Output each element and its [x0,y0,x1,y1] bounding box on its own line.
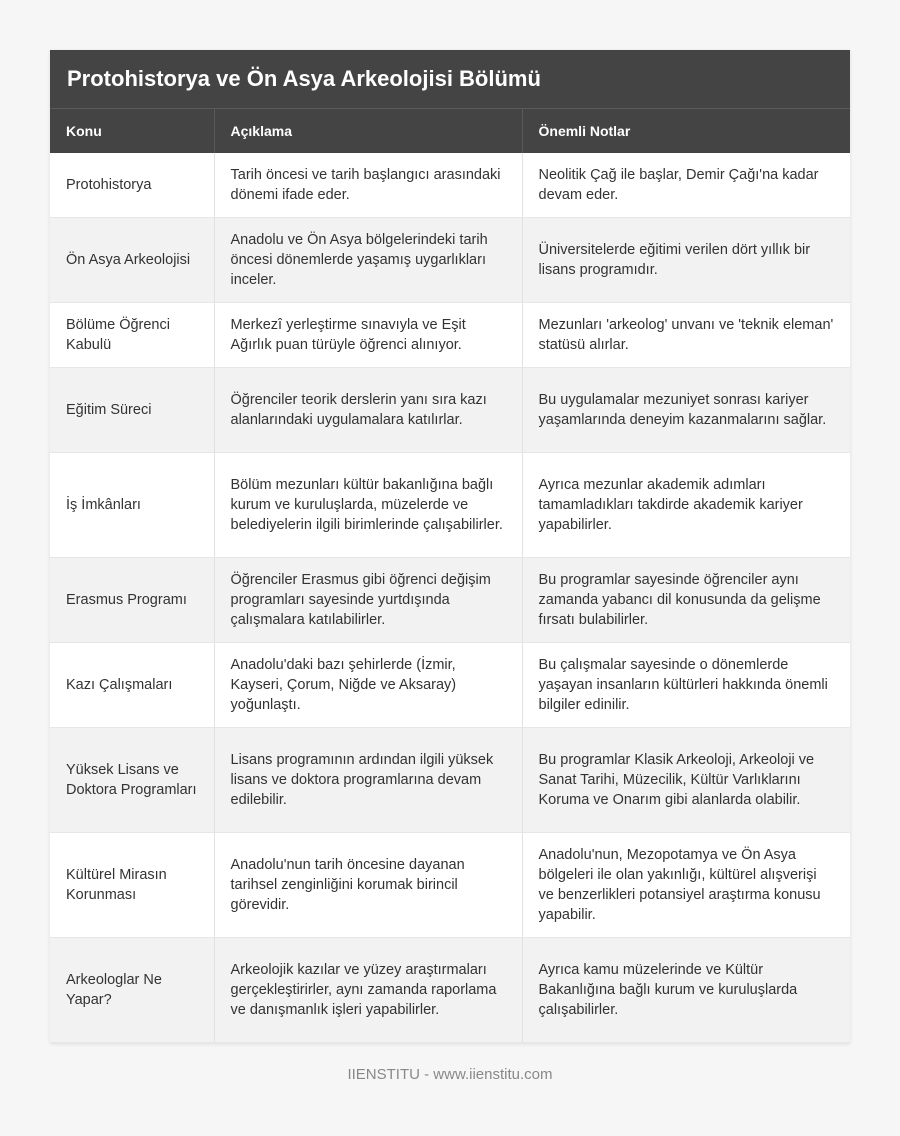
cell-aciklama: Öğrenciler teorik derslerin yanı sıra kazı alanlarındaki uygulamalara katılırlar. [214,368,522,453]
footer-credit: IIENSTITU - www.iienstitu.com [347,1066,553,1083]
cell-notlar: Neolitik Çağ ile başlar, Demir Çağı'na kadar devam eder. [522,153,850,218]
cell-notlar: Mezunları 'arkeolog' unvanı ve 'teknik eleman' statüsü alırlar. [522,303,850,368]
table-row [50,558,850,643]
header-onemli-notlar: Önemli Notlar [522,109,850,153]
table-title: Protohistorya ve Ön Asya Arkeolojisi Bölümü [50,50,850,108]
table-row [50,218,850,303]
header-konu: Konu [50,109,214,153]
cell-notlar: Bu çalışmalar sayesinde o dönemlerde yaşayan insanların kültürleri hakkında önemli bilgiler edinilir. [522,643,850,728]
cell-notlar: Bu programlar Klasik Arkeoloji, Arkeoloji ve Sanat Tarihi, Müzecilik, Kültür Varlıklarını Koruma ve Onarım gibi alanlarda olabilir. [522,728,850,833]
cell-aciklama: Anadolu'nun tarih öncesine dayanan tarihsel zenginliğini korumak birincil görevidir. [214,833,522,938]
table-row [50,453,850,558]
cell-aciklama: Öğrenciler Erasmus gibi öğrenci değişim programları sayesinde yurtdışında çalışmalara katılabilirler. [214,558,522,643]
cell-konu: Bölüme Öğrenci Kabulü [50,303,214,368]
cell-notlar: Bu programlar sayesinde öğrenciler aynı zamanda yabancı dil konusunda da gelişme fırsatı bulabilirler. [522,558,850,643]
cell-notlar: Bu uygulamalar mezuniyet sonrası kariyer yaşamlarında deneyim kazanmalarını sağlar. [522,368,850,453]
table-row [50,303,850,368]
cell-konu: Kültürel Mirasın Korunması [50,833,214,938]
table-row [50,153,850,218]
cell-konu: Yüksek Lisans ve Doktora Programları [50,728,214,833]
cell-aciklama: Merkezî yerleştirme sınavıyla ve Eşit Ağırlık puan türüyle öğrenci alınıyor. [214,303,522,368]
cell-konu: Eğitim Süreci [50,368,214,453]
table-row [50,833,850,938]
cell-aciklama: Arkeolojik kazılar ve yüzey araştırmaları gerçekleştirirler, aynı zamanda raporlama ve danışmanlık işleri yapabilirler. [214,938,522,1043]
header-row [50,109,850,153]
cell-konu: Ön Asya Arkeolojisi [50,218,214,303]
cell-konu: Erasmus Programı [50,558,214,643]
table-row [50,368,850,453]
header-aciklama: Açıklama [214,109,522,153]
cell-konu: Kazı Çalışmaları [50,643,214,728]
table-card [50,50,850,1043]
cell-notlar: Üniversitelerde eğitimi verilen dört yıllık bir lisans programıdır. [522,218,850,303]
cell-notlar: Ayrıca kamu müzelerinde ve Kültür Bakanlığına bağlı kurum ve kuruluşlarda çalışabilirler. [522,938,850,1043]
table-row [50,938,850,1043]
cell-konu: İş İmkânları [50,453,214,558]
table-row [50,643,850,728]
cell-aciklama: Anadolu'daki bazı şehirlerde (İzmir, Kayseri, Çorum, Niğde ve Aksaray) yoğunlaştı. [214,643,522,728]
cell-aciklama: Tarih öncesi ve tarih başlangıcı arasındaki dönemi ifade eder. [214,153,522,218]
cell-aciklama: Lisans programının ardından ilgili yüksek lisans ve doktora programlarına devam edilebilir. [214,728,522,833]
cell-aciklama: Bölüm mezunları kültür bakanlığına bağlı kurum ve kuruluşlarda, müzelerde ve belediyelerin ilgili birimlerinde çalışabilirler. [214,453,522,558]
cell-konu: Protohistorya [50,153,214,218]
info-table [50,108,850,1043]
table-row [50,728,850,833]
cell-notlar: Anadolu'nun, Mezopotamya ve Ön Asya bölgeleri ile olan yakınlığı, kültürel alışverişi ve benzerlikleri potansiyel araştırma konusu yapabilir. [522,833,850,938]
cell-konu: Arkeologlar Ne Yapar? [50,938,214,1043]
cell-notlar: Ayrıca mezunlar akademik adımları tamamladıkları takdirde akademik kariyer yapabilirler. [522,453,850,558]
cell-aciklama: Anadolu ve Ön Asya bölgelerindeki tarih öncesi dönemlerde yaşamış uygarlıkları inceler. [214,218,522,303]
